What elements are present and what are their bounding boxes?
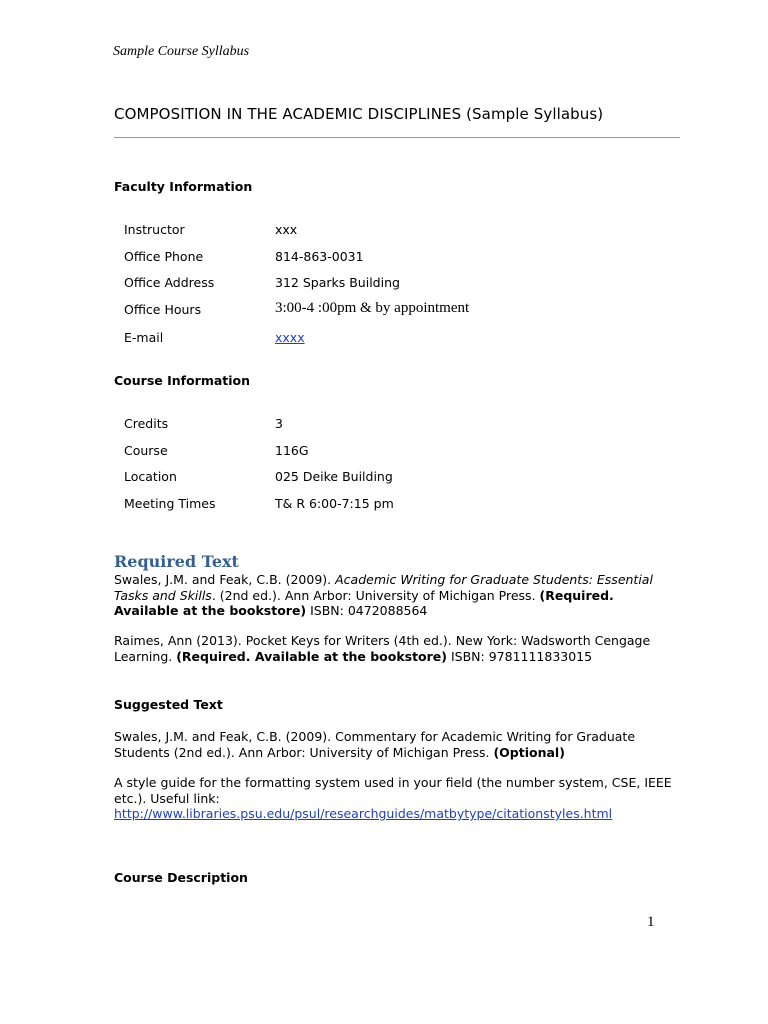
office-phone-label: Office Phone	[124, 249, 204, 264]
req2-pre: Raimes, Ann (2013). Pocket Keys for Writers (4th ed.). New York: Wadsworth Cengage Learning.	[114, 633, 651, 664]
sug2-text: A style guide for the formatting system used in your field (the number system, CSE, IEEE etc.). Useful link:	[114, 775, 672, 806]
course-label: Course	[124, 443, 168, 458]
location-label: Location	[124, 469, 177, 484]
required-entry-1	[114, 572, 674, 619]
credits-label: Credits	[124, 416, 169, 431]
course-description-heading: Course Description	[114, 870, 248, 885]
office-hours-label: Office Hours	[124, 302, 202, 317]
sug1-bold-note: (Optional)	[493, 744, 565, 760]
req1-mid: . (2nd ed.). Ann Arbor: University of Michigan Press.	[211, 587, 540, 603]
office-hours-value: 3:00-4 :00pm & by appointment	[275, 300, 470, 316]
instructor-value: xxx	[275, 222, 298, 237]
document-title: COMPOSITION IN THE ACADEMIC DISCIPLINES (Sample Syllabus)	[114, 105, 604, 123]
faculty-heading: Faculty Information	[114, 179, 253, 194]
req2-isbn: ISBN: 9781111833015	[447, 648, 593, 664]
sug1-pre: Swales, J.M. and Feak, C.B. (2009). Commentary for Academic Writing for Graduate Students (2nd ed.). Ann Arbor: University of Michigan Press.	[114, 729, 636, 760]
title-divider	[114, 137, 680, 138]
email-link[interactable]: xxxx	[275, 330, 305, 345]
req1-isbn: ISBN: 0472088564	[306, 603, 428, 618]
required-text-heading: Required Text	[114, 552, 239, 571]
credits-value: 3	[275, 416, 283, 431]
course-value: 116G	[275, 443, 309, 458]
req2-bold-note: (Required. Available at the bookstore)	[176, 648, 447, 664]
meeting-times-value: T& R 6:00-7:15 pm	[275, 496, 394, 511]
req1-italic-title: Academic Writing for Graduate Students: Essential Tasks and Skills	[114, 572, 653, 603]
instructor-label: Instructor	[124, 222, 185, 237]
office-phone-value: 814-863-0031	[275, 249, 364, 264]
suggested-entry-1	[114, 729, 674, 760]
suggested-entry-2	[114, 775, 674, 822]
page-number: 1	[647, 914, 655, 930]
meeting-times-label: Meeting Times	[124, 496, 216, 511]
required-entry-2	[114, 633, 674, 664]
email-label: E-mail	[124, 330, 164, 345]
office-address-value: 312 Sparks Building	[275, 275, 400, 290]
page-header: Sample Course Syllabus	[113, 44, 250, 59]
req1-pre: Swales, J.M. and Feak, C.B. (2009).	[114, 572, 336, 587]
location-value: 025 Deike Building	[275, 469, 393, 484]
req1-bold-note: (Required. Available at the bookstore)	[114, 587, 614, 618]
office-address-label: Office Address	[124, 275, 215, 290]
citation-styles-link[interactable]: http://www.libraries.psu.edu/psul/researchguides/matbytype/citationstyles.html	[114, 806, 613, 821]
suggested-text-heading: Suggested Text	[114, 697, 223, 712]
course-heading: Course Information	[114, 373, 251, 388]
